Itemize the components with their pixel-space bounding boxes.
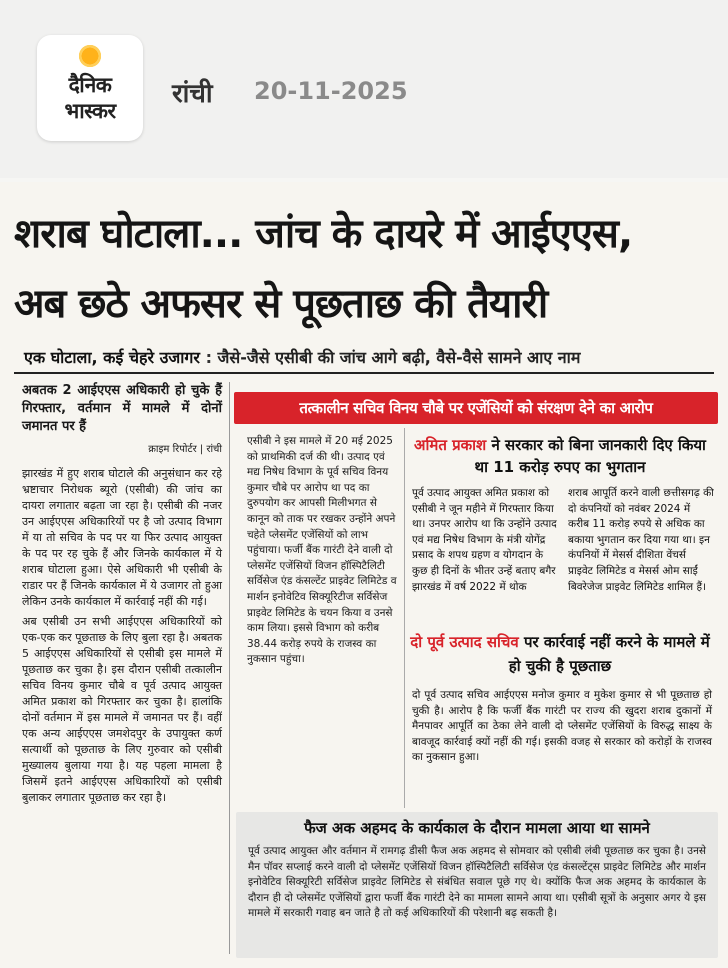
right-subheading-1 xyxy=(410,434,710,478)
info-box-text: पूर्व उत्पाद आयुक्त और वर्तमान में रामगढ़ डीसी फैज अक अहमद से सोमवार को एसीबी लंबी पूछताछ कर चुका है। उनसे मैन पॉवर सप्लाई करने वाली दो प्लेसमेंट एजेंसियों विजन हॉस्पिटैलिटी सर्विसेज एंड कंसल्टेंट्स प्राइवेट लिमिटेड और मार्शन इनोवेटिव सिक्यूरिटी सर्विसेज प्राइवेट लिमिटेड से संबंधित सवाल पूछे गए थे। क्योंकि फैज अक अहमद के कार्यकाल के दौरान ही दो प्लेसमेंट एजेंसियों द्वारा फर्जी बैंक गारंटी देने का मामला सामने आया था। एसीबी सूत्रों के अनुसार अगर ये इस मामले में सरकारी गवाह बन जाते है तो कई अधिकारियों की परेशानी बढ़ सकती है। xyxy=(248,845,706,920)
right-text-col2: शराब आपूर्ति करने वाली छत्तीसगढ़ की दो कंपनियों को नवंबर 2024 में करीब 11 करोड़ रुपये से अधिक का बकाया भुगतान कर दिया गया था। इन कंपनियों में मेसर्स दीशिता वेंचर्स प्राइवेट लिमिटेड व मेसर्स ओम साईं बिवरेजेज प्राइवेट लिमिटेड शामिल हैं। xyxy=(568,487,714,593)
edition-date[interactable]: 20-11-2025 xyxy=(254,77,408,105)
headline-line1: शराब घोटाला... जांच के दायरे में आईएएस, xyxy=(14,211,633,257)
right-text-col1: पूर्व उत्पाद आयुक्त अमित प्रकाश को एसीबी ने जून महीने में गिरफ्तार किया था। उनपर आरोप था कि उन्होंने उत्पाद एवं मद्य निषेध विभाग के मंत्री योगेंद्र प्रसाद के शपथ ग्रहण व योगदान के कुछ ही दिनों के भीतर उन्हें बताए बगैर झारखंड में वर्ष 2022 में थोक xyxy=(412,487,557,593)
right-text-col3: दो पूर्व उत्पाद सचिव आईएएस मनोज कुमार व मुकेश कुमार से भी पूछताछ हो चुकी है। आरोप है कि फर्जी बैंक गारंटी पर राज्य की खुदरा शराब दुकानों में मैनपावर आपूर्ति का ठेका लेने वाली दो प्लेसमेंट एजेंसियों के विरुद्ध साक्ष्य के बावजूद कार्रवाई क्यों नहीं की गई। इसकी वजह से सरकार को करोड़ों के राजस्व का नुकसान हुआ। xyxy=(412,689,712,764)
right-subheading-2 xyxy=(410,630,710,678)
logo-line2: भास्कर xyxy=(64,99,116,123)
left-column xyxy=(22,382,222,810)
sub2-rest: पर कार्रवाई नहीं करने के मामले में हो चुकी है पूछताछ xyxy=(508,633,710,675)
subheadline xyxy=(24,346,714,368)
subhead-separator: : xyxy=(205,348,212,367)
logo-line1: दैनिक xyxy=(68,73,112,97)
sun-icon xyxy=(77,43,103,69)
edition-city[interactable]: रांची xyxy=(172,79,213,109)
sub1-rest: ने सरकार को बिना जानकारी दिए किया था 11 करोड़ रुपए का भुगतान xyxy=(474,436,706,476)
left-paragraph-1: झारखंड में हुए शराब घोटाले की अनुसंधान कर रहे भ्रष्टाचार निरोधक ब्यूरो (एसीबी) की जांच का दायरा लगातार बढ़ता जा रहा है। एसीबी की नजर उन आईएएस अधिकारियों पर है जो उत्पाद विभाग में या तो सचिव के पद पर या फिर उत्पाद आयुक्त के पद पर रह चुके हैं और जिनके कार्यकाल में ये शराब घोटाला हुआ। ऐसे अधिकारी भी एसीबी के राडार पर हैं जिनके कार्यकाल में ये उजागर तो हुआ लेकिन उनके कार्यकाल में कार्रवाई नहीं की गई। xyxy=(22,467,222,608)
info-box-title: फैज अक अहमद के कार्यकाल के दौरान मामला आया था सामने xyxy=(304,819,650,837)
red-banner: तत्कालीन सचिव विनय चौबे पर एजेंसियों को संरक्षण देने का आरोप xyxy=(234,392,718,424)
dainik-bhaskar-logo[interactable] xyxy=(37,35,143,141)
byline: क्राइम रिपोर्टर | रांची xyxy=(148,444,222,455)
headline-line2: अब छठे अफसर से पूछताछ की तैयारी xyxy=(14,281,548,327)
left-intro: अबतक 2 आईएएस अधिकारी हो चुके हैं गिरफ्तार, वर्तमान में मामले में दोनों जमानत पर हैं xyxy=(22,383,222,434)
sub2-highlight: दो पूर्व उत्पाद सचिव xyxy=(410,633,519,651)
sub1-highlight: अमित प्रकाश xyxy=(414,436,487,454)
subhead-lead: एक घोटाला, कई चेहरे उजागर xyxy=(24,348,200,367)
divider xyxy=(14,372,714,374)
left-paragraph-2: अब एसीबी उन सभी आईएएस अधिकारियों को एक-एक कर पूछताछ के लिए बुला रहा है। अबतक 5 आईएएस अधिकारियों से एसीबी इस मामले में पूछताछ कर चुका है। इस दौरान एसीबी तत्कालीन सचिव विनय कुमार चौबे व पूर्व उत्पाद आयुक्त अमित प्रकाश को गिरफ्तार कर चुका है। हालांकि दोनों वर्तमान में इस मामले में जमानत पर हैं। वहीं एक अन्य आईएएस जमशेदपुर के उपायुक्त कर्ण सत्यार्थी को पूछताछ के लिए गुरुवार को एसीबी मुख्यालय बुलाया गया है। यह पहला मामला है जिसमें इतने आईएएस अधिकारियों को एसीबी बुलाकर लगातार पूछताछ कर रहा है। xyxy=(22,615,222,804)
column-divider xyxy=(229,382,230,954)
subhead-rest: जैसे-जैसे एसीबी की जांच आगे बढ़ी, वैसे-वैसे सामने आए नाम xyxy=(217,348,581,367)
middle-column: एसीबी ने इस मामले में 20 मई 2025 को प्राथमिकी दर्ज की थी। उत्पाद एवं मद्य निषेध विभाग के पूर्व सचिव विनय कुमार चौबे पर आरोप था पद का दुरुपयोग कर आपसी मिलीभगत से कानून को ताक पर रखकर उन्होंने अपने चहेते प्लेसमेंट एजेंसियों को लाभ पहुंचाया। फर्जी बैंक गारंटी देने वाली दो प्लेसमेंट एजेंसियों विजन हॉस्पिटैलिटी सर्विसेज एंड कंसल्टेंट प्राइवेट लिमिटेड व मार्शन इनोवेटिव सिक्यूरिटीज सर्विसेज प्राइवेट लिमिटेड के चयन किया व उनसे काम लिया। इससे विभाग को करीब 38.44 करोड़ रुपये के राजस्व का नुकसान पहुंचा। xyxy=(247,435,397,666)
info-box xyxy=(236,812,718,958)
